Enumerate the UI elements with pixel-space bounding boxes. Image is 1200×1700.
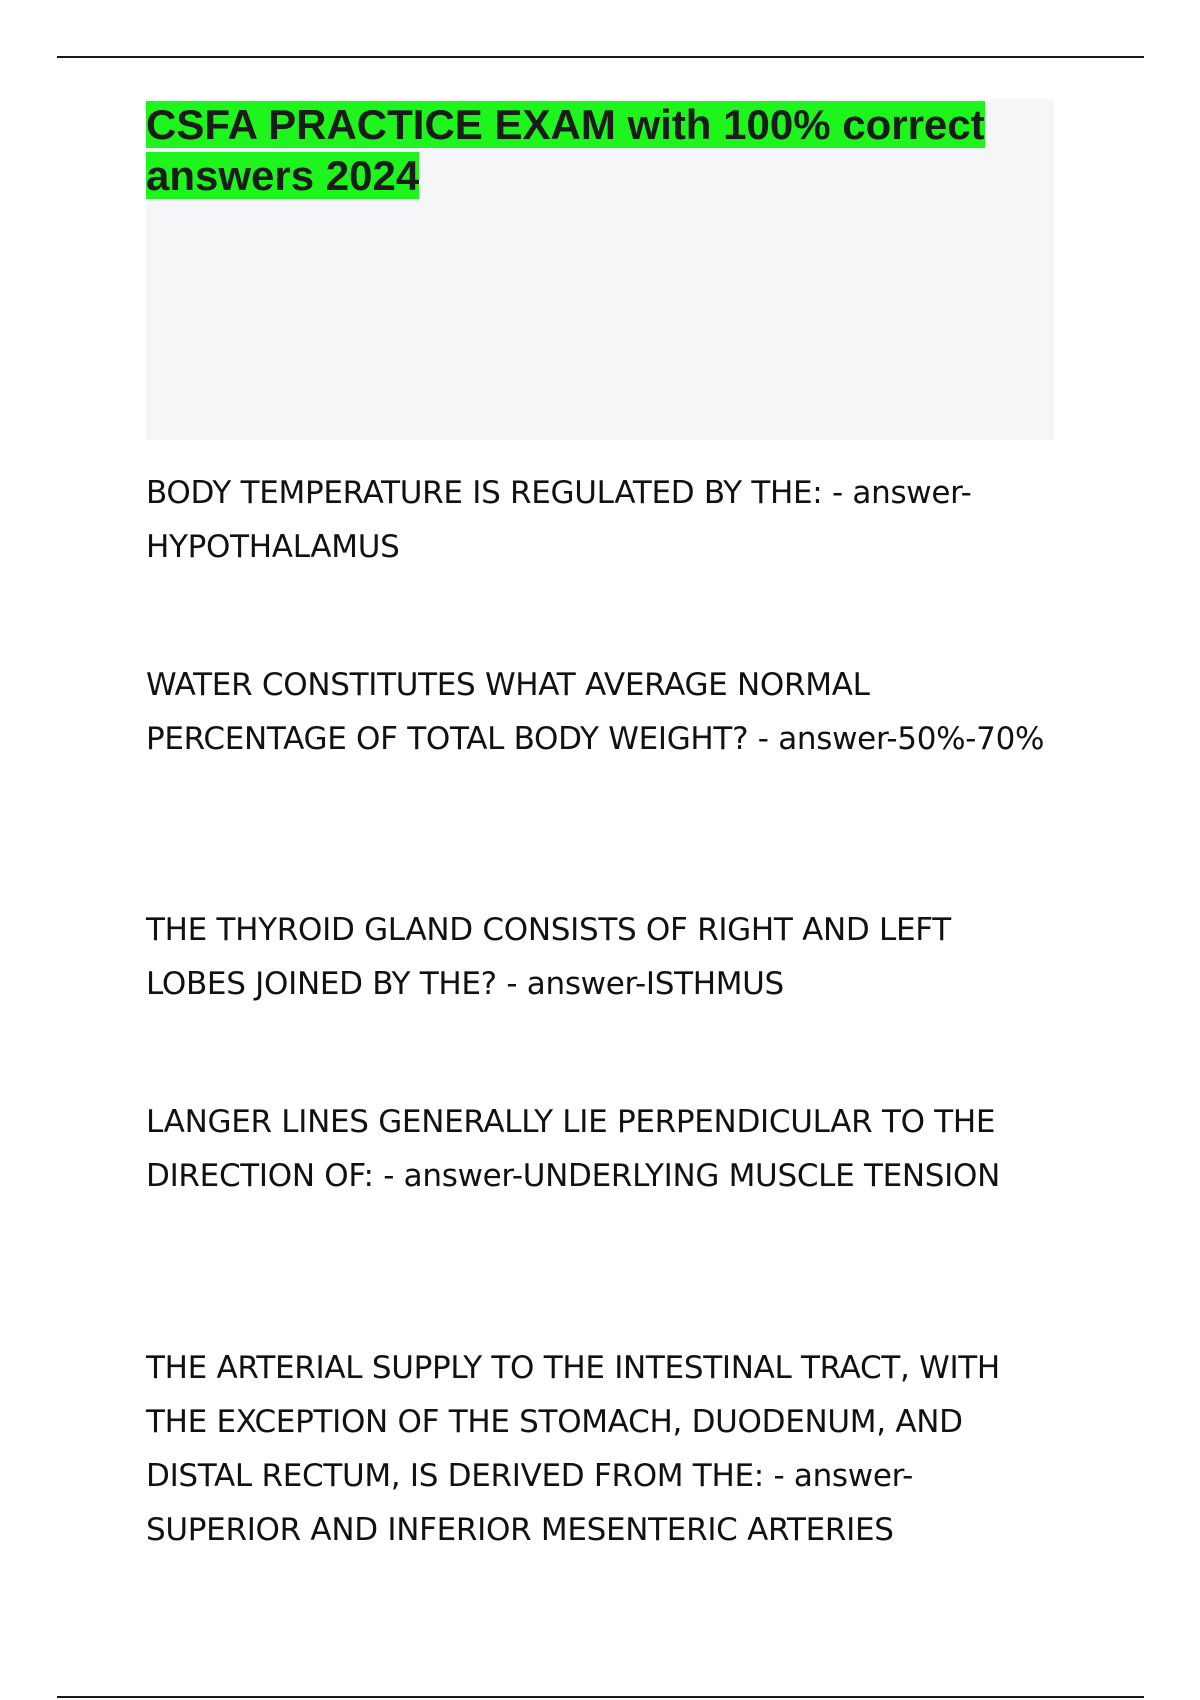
title-highlight: CSFA PRACTICE EXAM with 100% correct answers 2024: [146, 101, 985, 199]
top-divider: [57, 56, 1144, 58]
qa-item-1: BODY TEMPERATURE IS REGULATED BY THE: - answer-HYPOTHALAMUS: [146, 475, 972, 565]
qa-item-4: LANGER LINES GENERALLY LIE PERPENDICULAR TO THE DIRECTION OF: - answer-UNDERLYING MUSCLE TENSION: [146, 1104, 1001, 1194]
bottom-divider: [57, 1696, 1144, 1698]
qa-item-3: THE THYROID GLAND CONSISTS OF RIGHT AND LEFT LOBES JOINED BY THE? - answer-ISTHMUS: [146, 912, 951, 1002]
qa-item-2: WATER CONSTITUTES WHAT AVERAGE NORMAL PERCENTAGE OF TOTAL BODY WEIGHT? - answer-50%-70%: [146, 667, 1045, 757]
document-title: [146, 99, 1054, 201]
title-block: [146, 99, 1054, 440]
qa-item-5: THE ARTERIAL SUPPLY TO THE INTESTINAL TRACT, WITH THE EXCEPTION OF THE STOMACH, DUODENUM, AND DISTAL RECTUM, IS DERIVED FROM THE: - answer-SUPERIOR AND INFERIOR MESENTERIC ARTERIES: [146, 1350, 1000, 1548]
